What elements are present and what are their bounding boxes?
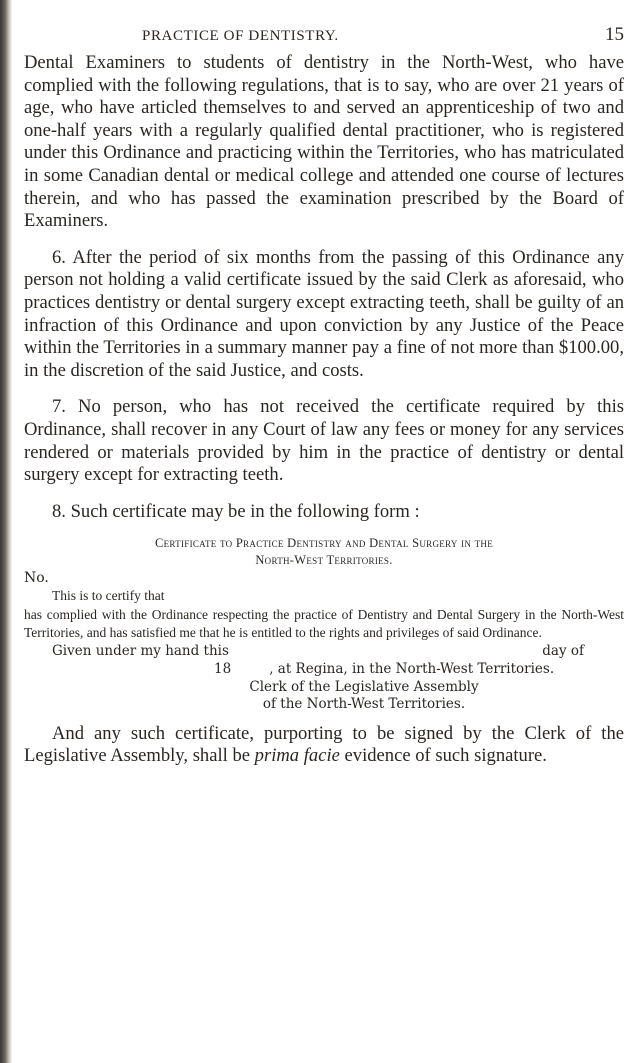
certificate-heading-line2: North-West Territories. — [255, 553, 393, 568]
certificate-date-left: 18 — [214, 661, 232, 678]
certificate-signature — [24, 679, 624, 713]
certificate-heading — [24, 535, 624, 569]
page-number: 15 — [605, 24, 624, 45]
closing-text-before: And any such certificate, purporting to be signed by the Clerk of the Legislative Assembly, shall be — [24, 722, 624, 767]
running-head — [24, 24, 624, 48]
certificate-signature-line1: Clerk of the Legislative Assembly — [249, 678, 479, 695]
certificate-number-label: No. — [24, 570, 49, 587]
certificate-heading-line1: Certificate to Practice Dentistry and Dental Surgery in the — [154, 536, 494, 551]
closing-paragraph — [24, 723, 624, 768]
certificate-date-right: , at Regina, in the North-West Territories. — [269, 661, 555, 678]
certificate-given-right: day of — [542, 643, 584, 660]
certificate-form — [24, 569, 624, 712]
closing-italic: prima facie — [254, 745, 340, 767]
section-6: 6. After the period of six months from the passing of this Ordinance any person not holding a valid certificate issued by the said Clerk as aforesaid, who practices dentistry or dental surgery except extracting teeth, shall be guilty of an infraction of this Ordinance and upon conviction by any Justice of the Peace within the Territories in a summary manner pay a fine of not more than $100.00, in the discretion of the said Justice, and costs. — [24, 246, 624, 381]
book-page — [24, 24, 624, 768]
section-8: 8. Such certificate may be in the following form : — [52, 500, 420, 522]
page-binding-edge — [0, 0, 12, 1063]
certificate-date-line — [24, 660, 624, 678]
certificate-line1: This is to certify that — [52, 588, 165, 604]
certificate-given-line — [24, 642, 624, 660]
paragraph-continued: Dental Examiners to students of dentistry in the North-West, who have complied with the following regulations, that is to say, who are over 21 years of age, who have articled themselves to and served an apprenticeship of two and one-half years with a regularly qualified dental practitioner, who is registered under this Ordinance and practicing within the Territories, who has matriculated in some Canadian dental or medical college and attended one course of lectures therein, and who has passed the examination prescribed by the Board of Examiners. — [24, 52, 624, 232]
section-7: 7. No person, who has not received the certificate required by this Ordinance, shall recover in any Court of law any fees or money for any services rendered or materials provided by him in the practice of dentistry or dental surgery except for extracting teeth. — [24, 396, 624, 486]
certificate-given-left: Given under my hand this — [52, 643, 229, 660]
certificate-signature-line2: of the North-West Territories. — [262, 695, 466, 712]
running-title: PRACTICE OF DENTISTRY. — [142, 28, 339, 44]
certificate-body: has complied with the Ordinance respecting the practice of Dentistry and Dental Surgery in the North-West Territories, and has satisfied me that he is entitled to the rights and privileges of said Ordinance. — [24, 606, 624, 640]
closing-text-after: evidence of such signature. — [339, 745, 547, 767]
